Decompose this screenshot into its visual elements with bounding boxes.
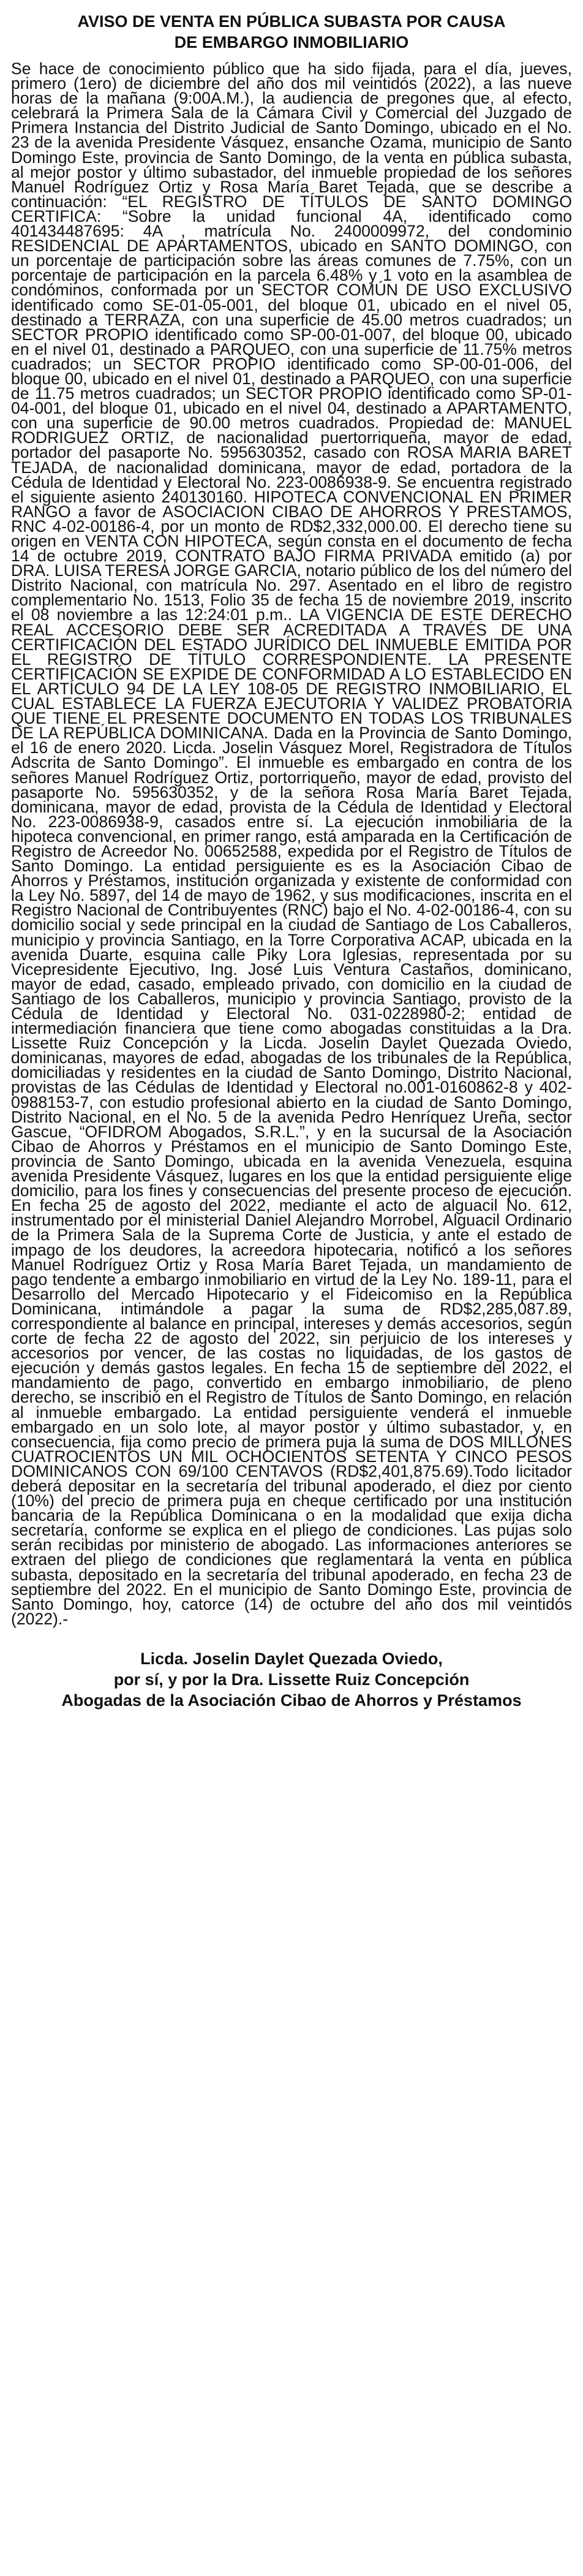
signature-line1: Licda. Joselin Daylet Quezada Oviedo, xyxy=(140,1649,443,1668)
signature-line3: Abogadas de la Asociación Cibao de Ahorros y Préstamos xyxy=(61,1691,522,1710)
notice-signature xyxy=(11,1648,572,1711)
notice-title xyxy=(11,11,572,53)
notice-title-line1: AVISO DE VENTA EN PÚBLICA SUBASTA POR CAUSA xyxy=(77,12,506,31)
notice-title-line2: DE EMBARGO INMOBILIARIO xyxy=(174,33,409,51)
notice-body: Se hace de conocimiento público que ha sido fijada, para el día, jueves, primero (1ero) de diciembre del año dos mil veintidós (2022), a las nueve horas de la mañana (9:00A.M.), la audiencia de pregones que, al efecto, celebrará la Primera Sala de la Cámara Civil y Comercial del Juzgado de Primera Instancia del Distrito Judicial de Santo Domingo, ubicado en el No. 23 de la avenida Presidente Vásquez, ensanche Ozama, municipio de Santo Domingo Este, provincia de Santo Domingo, de la venta en pública subasta, al mejor postor y último subastador, del inmueble propiedad de los señores Manuel Rodríguez Ortiz y Rosa María Baret Tejada, que se describe a continuación: “EL REGISTRO DE TÍTULOS DE SANTO DOMINGO CERTIFICA: “Sobre la unidad funcional 4A, identificado como 401434487695: 4A , matrícula No. 2400009972, del condominio RESIDENCIAL DE APARTAMENTOS, ubicado en SANTO DOMINGO, con un porcentaje de participación sobre las áreas comunes de 7.75%, con un porcentaje de participación en la parcela 6.48% y 1 voto en la asamblea de condóminos, conformada por un SECTOR COMÚN DE USO EXCLUSIVO identificado como SE-01-05-001, del bloque 01, ubicado en el nivel 05, destinado a TERRAZA, con una superficie de 45.00 metros cuadrados; un SECTOR PROPIO identificado como SP-00-01-007, del bloque 00, ubicado en el nivel 01, destinado a PARQUEO, con una superficie de 11.75% metros cuadrados; un SECTOR PROPIO identificado como SP-00-01-006, del bloque 00, ubicado en el nivel 01, destinado a PARQUEO, con una superficie de 11.75 metros cuadrados; un SECTOR PROPIO identificado como SP-01-04-001, del bloque 01, ubicado en el nivel 04, destinado a APARTAMENTO, con una superficie de 90.00 metros cuadrados. Propiedad de: MANUEL RODRIGUEZ ORTIZ, de nacionalidad puertorriqueña, mayor de edad, portador del pasaporte No. 595630352, casado con ROSA MARIA BARET TEJADA, de nacionalidad dominicana, mayor de edad, portadora de la Cédula de Identidad y Electoral No. 223-0086938-9. Se encuentra registrado el siguiente asiento 240130160. HIPOTECA CONVENCIONAL EN PRIMER RANGO a favor de ASOCIACION CIBAO DE AHORROS Y PRESTAMOS, RNC 4-02-00186-4, por un monto de RD$2,332,000.00. El derecho tiene su origen en VENTA CON HIPOTECA, según consta en el documento de fecha 14 de octubre 2019, CONTRATO BAJO FIRMA PRIVADA emitido (a) por DRA. LUISA TERESA JORGE GARCIA, notario público de los del número del Distrito Nacional, con matrícula No. 297. Asentado en el libro de registro complementario No. 1513, Folio 35 de fecha 15 de noviembre 2019, inscrito el 08 noviembre a las 12:24:01 p.m.. LA VIGENCIA DE ESTE DERECHO REAL ACCESORIO DEBE SER ACREDITADA A TRAVÉS DE UNA CERTIFICACIÓN DEL ESTADO JURÍDICO DEL INMUEBLE EMITIDA POR EL REGISTRO DE TÍTULO CORRESPONDIENTE. LA PRESENTE CERTIFICACIÓN SE EXPIDE DE CONFORMIDAD A LO ESTABLECIDO EN EL ARTÍCULO 94 DE LA LEY 108-05 DE REGISTRO INMOBILIARIO, EL CUAL ESTABLECE LA FUERZA EJECUTORIA Y VALIDEZ PROBATORIA QUE TIENE EL PRESENTE DOCUMENTO EN TODAS LOS TRIBUNALES DE LA REPÚBLICA DOMINICANA. Dada en la Provincia de Santo Domingo, el 16 de enero 2020. Licda. Joselin Vásquez Morel, Registradora de Títulos Adscrita de Santo Domingo”. El inmueble es embargado en contra de los señores Manuel Rodríguez Ortiz, portorriqueño, mayor de edad, provisto del pasaporte No. 595630352, y de la señora Rosa María Baret Tejada, dominicana, mayor de edad, provista de la Cédula de Identidad y Electoral No. 223-0086938-9, casados entre sí. La ejecución inmobiliaria de la hipoteca convencional, en primer rango, está amparada en la Certificación de Registro de Acreedor No. 00652588, expedida por el Registro de Títulos de Santo Domingo. La entidad persiguiente es es la Asociación Cibao de Ahorros y Préstamos, institución organizada y existente de conformidad con la Ley No. 5897, del 14 de mayo de 1962, y sus modificaciones, inscrita en el Registro Nacional de Contribuyentes (RNC) bajo el No. 4-02-00186-4, con su domicilio social y sede principal en la ciudad de Santiago de Los Caballeros, municipio y provincia Santiago, en la Torre Corporativa ACAP, ubicada en la avenida Duarte, esquina calle Piky Lora Iglesias, representada por su Vicepresidente Ejecutivo, Ing. José Luis Ventura Castaños, dominicano, mayor de edad, casado, empleado privado, con domicilio en la ciudad de Santiago de los Caballeros, municipio y provincia Santiago, provisto de la Cédula de Identidad y Electoral No. 031-0228980-2; entidad de intermediación financiera que tiene como abogadas constituidas a la Dra. Lissette Ruiz Concepción y la Licda. Joselin Daylet Quezada Oviedo, dominicanas, mayores de edad, abogadas de los tribunales de la República, domiciliadas y residentes en la ciudad de Santo Domingo, Distrito Nacional, provistas de las Cédulas de Identidad y Electoral no.001-0160862-8 y 402-0988153-7, con estudio profesional abierto en la ciudad de Santo Domingo, Distrito Nacional, en el No. 5 de la avenida Pedro Henríquez Ureña, sector Gascue, “OFIDROM Abogados, S.R.L.”, y en la sucursal de la Asociación Cibao de Ahorros y Préstamos en el municipio de Santo Domingo Este, provincia de Santo Domingo, ubicada en la avenida Venezuela, esquina avenida Presidente Vásquez, lugares en los que la entidad persiguiente elige domicilio, para los fines y consecuencias del presente proceso de ejecución. En fecha 25 de agosto del 2022, mediante el acto de alguacil No. 612, instrumentado por el ministerial Daniel Alejandro Morrobel, Alguacil Ordinario de la Primera Sala de la Suprema Corte de Justicia, y ante el estado de impago de los deudores, la acreedora hipotecaria, notificó a los señores Manuel Rodríguez Ortiz y Rosa María Baret Tejada, un mandamiento de pago tendente a embargo inmobiliario en virtud de la Ley No. 189-11, para el Desarrollo del Mercado Hipotecario y el Fideicomiso en la República Dominicana, intimándole a pagar la suma de RD$2,285,087.89, correspondiente al balance en principal, intereses y demás accesorios, según corte de fecha 22 de agosto del 2022, sin perjuicio de los intereses y accesorios por vencer, de las costas no liquidadas, de los gastos de ejecución y demás gastos legales. En fecha 15 de septiembre del 2022, el mandamiento de pago, convertido en embargo inmobiliario, de pleno derecho, se inscribió en el Registro de Títulos de Santo Domingo, en relación al inmueble embargado. La entidad persiguiente venderá el inmueble embargado en un solo lote, al mayor postor y último subastador, y, en consecuencia, fija como precio de primera puja la suma de DOS MILLONES CUATROCIENTOS UN MIL OCHOCIENTOS SETENTA Y CINCO PESOS DOMINICANOS CON 69/100 CENTAVOS (RD$2,401,875.69).Todo licitador deberá depositar en la secretaría del tribunal apoderado, el diez por ciento (10%) del precio de primera puja en cheque certificado por una institución bancaria de la República Dominicana o en la modalidad que exija dicha secretaría, conforme se explica en el pliego de condiciones. Las pujas solo serán recibidas por ministerio de abogado. Las informaciones anteriores se extraen del pliego de condiciones que reglamentará la venta en pública subasta, depositado en la secretaría del tribunal apoderado, en fecha 23 de septiembre del 2022. En el municipio de Santo Domingo Este, provincia de Santo Domingo, hoy, catorce (14) de octubre del año dos mil veintidós (2022).- xyxy=(11,59,572,1628)
signature-line2: por sí, y por la Dra. Lissette Ruiz Concepción xyxy=(113,1670,470,1689)
